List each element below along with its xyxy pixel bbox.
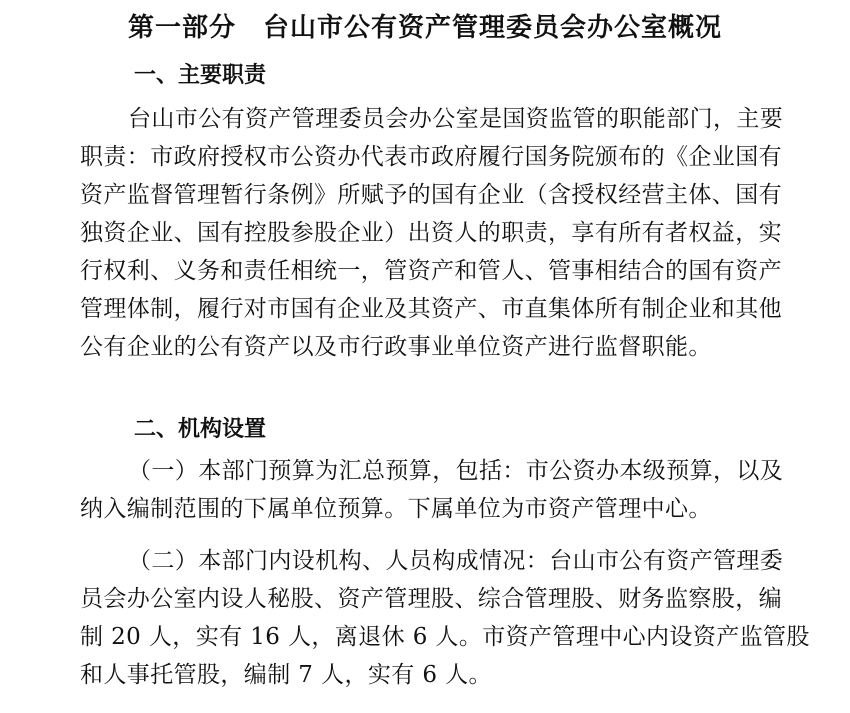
paragraph-line: 纳入编制范围的下属单位预算。下属单位为市资产管理中心。 bbox=[80, 496, 712, 522]
paragraph-line: 制 20 人，实有 16 人，离退休 6 人。市资产管理中心内设资产监管股 bbox=[80, 624, 810, 650]
paragraph-line: 管理体制，履行对市国有企业及其资产、市直集体所有制企业和其他 bbox=[80, 296, 782, 322]
page-title: 第一部分 台山市公有资产管理委员会办公室概况 bbox=[127, 13, 722, 43]
paragraph-line: 员会办公室内设人秘股、资产管理股、综合管理股、财务监察股，编 bbox=[80, 586, 782, 612]
section-heading-main-duties: 一、主要职责 bbox=[134, 63, 267, 88]
paragraph-line: （一）本部门预算为汇总预算，包括：市公资办本级预算，以及 bbox=[128, 458, 784, 484]
paragraph-line: 行权利、义务和责任相统一，管资产和管人、管事相结合的国有资产 bbox=[80, 258, 782, 284]
paragraph-line: 资产监督管理暂行条例》所赋予的国有企业（含授权经营主体、国有 bbox=[80, 182, 782, 208]
paragraph-line: 公有企业的公有资产以及市行政事业单位资产进行监督职能。 bbox=[80, 334, 712, 360]
paragraph-line: （二）本部门内设机构、人员构成情况：台山市公有资产管理委 bbox=[128, 548, 784, 574]
paragraph-line: 独资企业、国有控股参股企业）出资人的职责，享有所有者权益，实 bbox=[80, 220, 782, 246]
paragraph-main-duties bbox=[80, 100, 788, 366]
paragraph-line: 和人事托管股，编制 7 人，实有 6 人。 bbox=[80, 662, 492, 688]
paragraph-line: 台山市公有资产管理委员会办公室是国资监管的职能部门，主要 bbox=[128, 106, 784, 132]
paragraph-staffing bbox=[80, 542, 810, 694]
section-heading-organization: 二、机构设置 bbox=[134, 417, 267, 442]
paragraph-line: 职责：市政府授权市公资办代表市政府履行国务院颁布的《企业国有 bbox=[80, 144, 782, 170]
paragraph-budget-scope bbox=[80, 452, 788, 528]
